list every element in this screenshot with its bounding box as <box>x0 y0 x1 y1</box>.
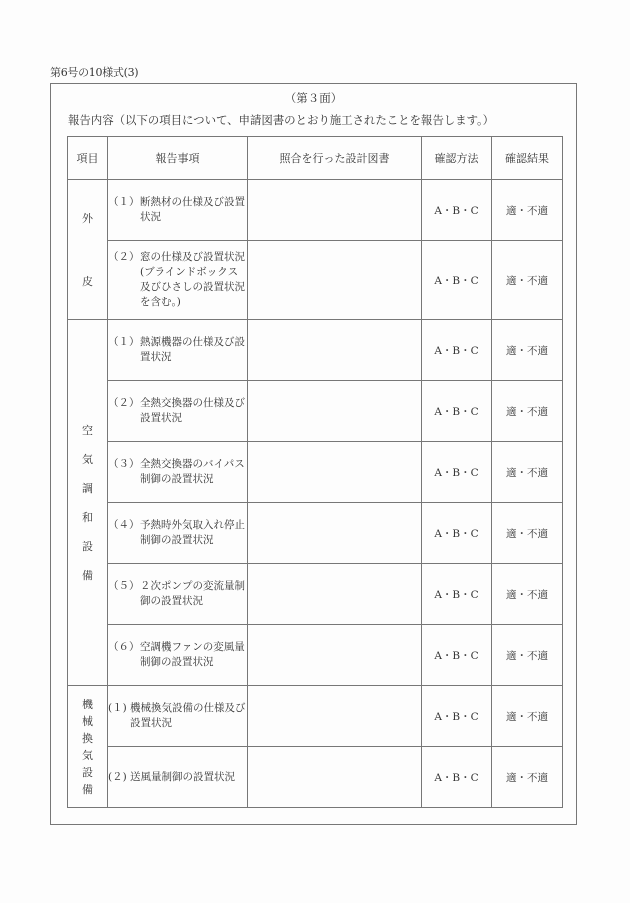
table-row <box>68 686 563 747</box>
check-method-options[interactable]: A・B・C <box>422 747 492 808</box>
category-air-conditioning <box>68 320 108 686</box>
item-number: （１） <box>108 196 140 208</box>
report-intro: 報告内容（以下の項目について、申請図書のとおり施工されたことを報告します。） <box>68 113 495 127</box>
report-item <box>108 686 248 747</box>
report-item <box>108 320 248 381</box>
table-row <box>68 180 563 241</box>
report-item <box>108 747 248 808</box>
check-result-options[interactable]: 適・不適 <box>492 442 563 503</box>
item-number: (１) <box>108 702 127 714</box>
design-doc-cell[interactable] <box>248 180 422 241</box>
header-design-doc: 照合を行った設計図書 <box>248 137 422 180</box>
report-item <box>108 442 248 503</box>
header-check-result: 確認結果 <box>492 137 563 180</box>
check-method-options[interactable]: A・B・C <box>422 564 492 625</box>
category-char: 気 <box>82 748 93 762</box>
report-page-frame <box>50 83 577 825</box>
table-row <box>68 320 563 381</box>
category-char: 械 <box>82 714 93 728</box>
report-item <box>108 180 248 241</box>
category-char: 備 <box>82 782 93 796</box>
table-row <box>68 241 563 320</box>
check-result-options[interactable]: 適・不適 <box>492 180 563 241</box>
item-number: （４） <box>108 519 140 531</box>
design-doc-cell[interactable] <box>248 686 422 747</box>
check-result-options[interactable]: 適・不適 <box>492 625 563 686</box>
header-check-method: 確認方法 <box>422 137 492 180</box>
design-doc-cell[interactable] <box>248 564 422 625</box>
item-text: ２次ポンプの変流量制御の設置状況 <box>140 580 245 607</box>
category-char: 空 <box>82 423 93 437</box>
report-item <box>108 503 248 564</box>
item-number: （５） <box>108 580 140 592</box>
item-text: 全熱交換器の仕様及び設置状況 <box>140 397 245 424</box>
design-doc-cell[interactable] <box>248 320 422 381</box>
category-char: 皮 <box>82 274 93 288</box>
check-method-options[interactable]: A・B・C <box>422 503 492 564</box>
item-number: （１） <box>108 336 140 348</box>
check-method-options[interactable]: A・B・C <box>422 320 492 381</box>
item-number: （２） <box>108 397 140 409</box>
check-method-options[interactable]: A・B・C <box>422 241 492 320</box>
table-row <box>68 503 563 564</box>
design-doc-cell[interactable] <box>248 625 422 686</box>
header-category: 項目 <box>68 137 108 180</box>
item-number: (２) <box>108 770 127 783</box>
category-char: 調 <box>82 481 93 495</box>
table-row <box>68 747 563 808</box>
item-text: 機械換気設備の仕様及び設置状況 <box>130 702 246 729</box>
table-row <box>68 381 563 442</box>
check-result-options[interactable]: 適・不適 <box>492 381 563 442</box>
report-table <box>67 136 563 808</box>
check-result-options[interactable]: 適・不適 <box>492 686 563 747</box>
item-text: 送風量制御の設置状況 <box>130 770 235 783</box>
item-text: 予熱時外気取入れ停止制御の設置状況 <box>140 519 245 546</box>
check-method-options[interactable]: A・B・C <box>422 686 492 747</box>
item-text: 熱源機器の仕様及び設置状況 <box>140 336 245 363</box>
item-number: （２） <box>108 251 140 263</box>
item-text: 全熱交換器のバイパス制御の設置状況 <box>140 458 245 485</box>
category-char: 機 <box>82 697 93 711</box>
category-char: 備 <box>82 568 93 582</box>
check-result-options[interactable]: 適・不適 <box>492 503 563 564</box>
report-item <box>108 381 248 442</box>
item-text: 断熱材の仕様及び設置状況 <box>140 196 245 223</box>
item-text: 窓の仕様及び設置状況(ブラインドボックス及びひさしの設置状況を含む。) <box>140 251 245 308</box>
check-method-options[interactable]: A・B・C <box>422 442 492 503</box>
check-method-options[interactable]: A・B・C <box>422 180 492 241</box>
check-result-options[interactable]: 適・不適 <box>492 320 563 381</box>
check-result-options[interactable]: 適・不適 <box>492 747 563 808</box>
design-doc-cell[interactable] <box>248 747 422 808</box>
category-char: 設 <box>82 765 93 779</box>
report-item <box>108 625 248 686</box>
form-number: 第6号の10様式(3) <box>50 66 139 79</box>
header-report-item: 報告事項 <box>108 137 248 180</box>
category-char: 外 <box>82 211 93 225</box>
table-row <box>68 564 563 625</box>
category-char: 換 <box>82 731 93 745</box>
item-number: （３） <box>108 458 140 470</box>
check-result-options[interactable]: 適・不適 <box>492 241 563 320</box>
report-item <box>108 564 248 625</box>
category-mechanical-ventilation <box>68 686 108 808</box>
check-result-options[interactable]: 適・不適 <box>492 564 563 625</box>
category-envelope <box>68 180 108 320</box>
design-doc-cell[interactable] <box>248 381 422 442</box>
report-item <box>108 241 248 320</box>
design-doc-cell[interactable] <box>248 442 422 503</box>
table-row <box>68 442 563 503</box>
item-text: 空調機ファンの変風量制御の設置状況 <box>140 641 245 668</box>
design-doc-cell[interactable] <box>248 241 422 320</box>
check-method-options[interactable]: A・B・C <box>422 625 492 686</box>
table-row <box>68 625 563 686</box>
category-char: 気 <box>82 452 93 466</box>
page-label: （第３面） <box>284 91 343 105</box>
table-header-row <box>68 137 563 180</box>
category-char: 和 <box>82 510 93 524</box>
design-doc-cell[interactable] <box>248 503 422 564</box>
category-char: 設 <box>82 539 93 553</box>
check-method-options[interactable]: A・B・C <box>422 381 492 442</box>
item-number: （６） <box>108 641 140 653</box>
